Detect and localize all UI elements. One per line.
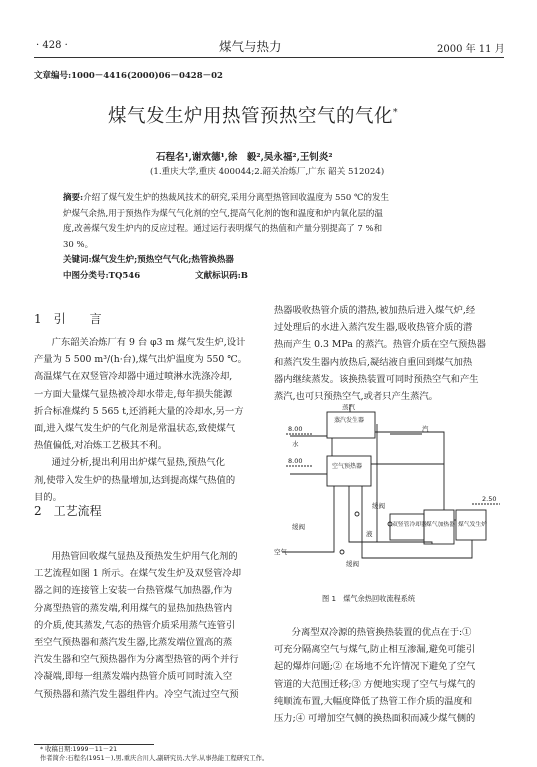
label-steam-gen: 蒸汽发生器 — [334, 417, 365, 424]
title-footnote-mark: * — [393, 107, 399, 118]
abstract — [63, 191, 483, 284]
line: 和蒸汽发生器内放热后,凝结液自重回到煤气加热 — [274, 356, 473, 368]
abstract-text: 介绍了煤气发生炉的热裁风技术的研究,采用分离型热管回收温度为 550 ℃的发生 — [83, 193, 389, 203]
line: 面,进入煤气发生炉的气化剂是常温状态,致使煤气 — [34, 423, 236, 435]
right-para-2-rest — [274, 641, 502, 727]
line: 目的。 — [34, 491, 62, 503]
abstract-line-2: 炉煤气余热,用于预热作为煤气气化剂的空气,提高气化剂的饱和温度和炉内氧化层的温 — [63, 208, 383, 219]
section-1-para-2 — [34, 454, 260, 471]
line: 过处理后的水进入蒸汽发生器,吸收热管介质的潜 — [274, 322, 473, 334]
abstract-line-4: 30 %。 — [63, 239, 94, 250]
line: 器之间的连接管上安装一台热管煤气加热器,作为 — [34, 585, 233, 597]
line: 可充分隔离空气与煤气,防止相互渗漏,避免可能引 — [274, 644, 476, 656]
section-1-para-2-rest — [34, 472, 260, 506]
label-generator: 煤气发生炉 — [458, 522, 487, 528]
line: 汽发生器和空气预热器作为分离型热管的两个并行 — [34, 654, 239, 666]
doc-code: 文献标识码:B — [195, 270, 248, 281]
right-column-top — [274, 302, 502, 405]
section-2-para-1-rest — [34, 565, 260, 703]
classification: 中图分类号:TQ546 — [63, 270, 141, 281]
line: 产量为 5 500 m³/(h·台),煤气出炉温度为 550 ℃。 — [34, 354, 247, 366]
line: 用热管回收煤气显热及预热发生炉用气化剂的 — [51, 551, 238, 562]
line: 起的爆炸问题;② 在场地不允许情况下避免了空气 — [274, 661, 476, 673]
line: 蒸汽,也可只预热空气,或者只产生蒸汽。 — [274, 391, 438, 403]
label-cooler: 双竖管冷却器 — [392, 522, 427, 528]
line: 冷凝端,即每一组蒸发端内热管介质可同时流入空 — [34, 671, 233, 683]
page-number: · 428 · — [36, 40, 68, 51]
footnote-rule — [34, 744, 154, 745]
label-liquid: 液 — [366, 530, 373, 538]
line: 至空气预热器和蒸汽发生器,比蒸发端位置高的蒸 — [34, 637, 233, 649]
journal-name: 煤气与热力 — [219, 39, 282, 54]
air-preheater-box — [327, 456, 371, 486]
line: 剂,使带入发生炉的热量增加,达到提高煤气热值的 — [34, 474, 236, 486]
label-elev-2: 8.00 — [288, 457, 303, 465]
section-2-heading: 2 工艺流程 — [34, 504, 102, 518]
figure-caption: 图 1 煤气余热回收流程系统 — [322, 594, 416, 603]
steam-generator-box — [327, 412, 375, 438]
label-flange-1: 缓阀 — [292, 523, 305, 531]
section-1-para-1-rest — [34, 351, 260, 454]
line: 一方面大量煤气显热被冷却水带走,每年损失能源 — [34, 388, 233, 400]
title-text: 煤气发生炉用热管预热空气的气化 — [108, 106, 394, 127]
footnote-author: 作者简介:石程名(1951－),男,重庆合川人,副研究员,大学,从事热能工程研究工作。 — [40, 754, 269, 762]
process-flow-diagram — [272, 404, 504, 576]
right-para-1 — [274, 302, 502, 405]
line: 工艺流程如图 1 所示。在煤气发生炉及双竖管冷却 — [34, 568, 242, 580]
line: 热值偏低,对冶炼工艺极其不利。 — [34, 440, 168, 452]
right-para-2 — [274, 624, 502, 641]
footnote — [40, 746, 268, 763]
line: 广东韶关冶炼厂有 9 台 φ3 m 煤气发生炉,设计 — [51, 337, 246, 348]
section-2-body — [34, 548, 260, 703]
label-flange-3: 缓阀 — [346, 560, 359, 568]
label-flange-2: 缓阀 — [372, 502, 385, 510]
label-gas: 汽 — [422, 425, 429, 433]
line: 分离型热管的蒸发端,利用煤气的显热加热热管内 — [34, 602, 233, 614]
footnote-received: * 收稿日期:1999－11－21 — [40, 746, 118, 753]
label-elev-1: 8.00 — [288, 425, 303, 433]
line: 热器吸收热管介质的潜热,被加热后进入煤气炉,经 — [274, 305, 476, 316]
line: 高温煤气在双竖管冷却器中通过喷淋水洗涤冷却, — [34, 371, 233, 383]
line: 的介质,使其蒸发,气态的热管介质采用蒸气连管引 — [34, 619, 236, 631]
section-2-para-1 — [34, 548, 260, 565]
issue-date: 2000 年 11 月 — [437, 44, 505, 55]
abstract-label: 摘要: — [63, 193, 84, 203]
label-air-pre: 空气预热器 — [332, 463, 363, 470]
header-rule — [34, 57, 504, 58]
abstract-line-1 — [63, 191, 483, 207]
line: 通过分析,提出利用出炉煤气显热,预热气化 — [51, 457, 225, 469]
article-id: 文章编号:1000－4416(2000)06－0428－02 — [34, 71, 223, 81]
line: 器内继续蒸发。该换热装置可同时预热空气和产生 — [274, 373, 479, 385]
line: 压力;④ 可增加空气侧的换热面积而减少煤气侧的 — [274, 713, 476, 725]
line: 纯顺流布置,大幅度降低了热管工作介质的温度和 — [274, 695, 473, 707]
line: 管道的大范围迁移;③ 方便地实现了空气与煤气的 — [274, 678, 476, 690]
label-water: 水 — [292, 440, 299, 448]
classification-row — [63, 269, 483, 285]
line: 气预热器和蒸汽发生器组件内。冷空气流过空气预 — [34, 688, 239, 700]
line: 分离型双冷源的热管换热装置的优点在于:① — [291, 627, 472, 638]
section-1-body — [34, 334, 260, 506]
section-1-para-1 — [34, 334, 260, 351]
paper-title — [108, 102, 398, 128]
right-column-bottom — [274, 624, 502, 727]
line: 热而产生 0.3 MPa 的蒸汽。热管介质在空气预热器 — [274, 339, 486, 351]
label-gas-heater: 煤气加热器 — [426, 522, 455, 528]
authors: 石程名¹,谢欢德¹,徐 毅²,吴永福²,王钊炎² — [156, 152, 333, 163]
keywords: 关键词:煤气发生炉;预热空气气化;热管换热器 — [63, 255, 234, 265]
abstract-line-3: 度,改善煤气发生炉内的反应过程。通过运行表明煤气的热值和产量分别提高了 7 %和 — [63, 224, 383, 234]
label-steam: 蒸汽 — [342, 404, 355, 411]
section-1-heading: 1 引 言 — [34, 312, 102, 326]
affiliation: (1.重庆大学,重庆 400044;2.韶关冶炼厂,广东 韶关 512024) — [150, 167, 385, 177]
label-air: 空气 — [274, 548, 287, 556]
line: 折合标准煤约 5 565 t,还消耗大量的冷却水,另一方 — [34, 405, 244, 417]
label-elev-3: 2.50 — [482, 495, 497, 503]
